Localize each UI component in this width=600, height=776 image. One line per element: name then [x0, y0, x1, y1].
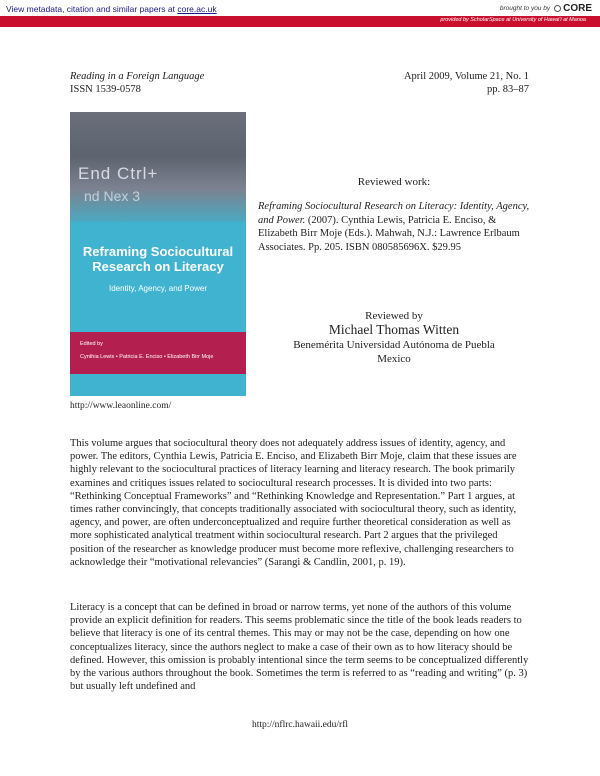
cover-editors: Cynthia Lewis • Patricia E. Enciso • Elizabeth Birr Moje	[80, 354, 214, 360]
core-banner	[0, 0, 600, 30]
issue-info: April 2009, Volume 21, No. 1	[403, 71, 529, 82]
reviewed-work-citation	[258, 200, 530, 254]
reviewer-block	[258, 310, 530, 366]
work-details: (2007). Cynthia Lewis, Patricia E. Enciso, & Elizabeth Birr Moje (Eds.). Mahwah, N.J.: Lawrence Erlbaum Associates. Pp. 205. ISBN 080585696X. $29.95	[258, 214, 520, 253]
page-range: pp. 83–87	[487, 84, 529, 95]
cover-editors-band	[70, 332, 246, 374]
brought-by-text: brought to you by	[499, 5, 551, 12]
journal-header	[70, 70, 204, 96]
book-cover-image	[70, 112, 246, 396]
work-title: Reframing Sociocultural Research on Literacy: Identity, Agency, and Power.	[258, 201, 530, 226]
footer-url[interactable]: http://nflrc.hawaii.edu/rfl	[251, 720, 349, 730]
reviewer-affiliation: Benemérita Universidad Autónoma de Puebla	[293, 339, 495, 351]
journal-issn: ISSN 1539-0578	[70, 84, 141, 95]
cover-edited-by: Edited by	[80, 341, 103, 347]
core-provided-bar	[0, 16, 600, 27]
cover-title: Reframing Sociocultural Research on Literacy	[82, 244, 234, 274]
body-paragraph-1: This volume argues that sociocultural theory does not adequately address issues of identity, agency, and power. The editors, Cynthia Lewis, Patricia E. Enciso, and Elizabeth Birr Moje, claim that these issues are highly relevant to the sociocultural practices of literacy learning and literacy research. The book primarily examines and critiques issues related to sociocultural research processes. It is divided into two parts: “Rethinking Conceptual Frameworks” and “Rethinking Knowledge and Representation.” Part 1 argues, at times rather convincingly, that concepts traditionally associated with sociocultural theory, such as identity, agency, and power, are often underconceptualized and require further theoretical consideration as well as more sophisticated analytical treatment within sociocultural research. Part 2 argues that the privileged position of the researcher as knowledge producer must become more reflexive, challenging researchers to acknowledge their “motivational relevancies” (Sarangi & Candlin, 2001, p. 19).	[70, 438, 517, 568]
provided-by-text[interactable]: provided by ScholarSpace at University of Hawai'i at Manoa	[440, 17, 586, 23]
reviewer-country: Mexico	[377, 353, 411, 365]
core-brought-by	[500, 3, 592, 14]
core-link-text: View metadata, citation and similar papers at	[6, 4, 175, 14]
issue-header	[404, 70, 529, 96]
cover-photo-key-line1: End Ctrl+	[78, 164, 159, 183]
cover-photo-key-line2: nd Nex 3	[84, 188, 141, 204]
core-logo-icon	[554, 5, 561, 12]
reviewed-work-label: Reviewed work:	[357, 176, 431, 188]
cover-subtitle: Identity, Agency, and Power	[109, 284, 207, 293]
cover-keyboard-photo	[70, 112, 246, 222]
journal-title: Reading in a Foreign Language	[70, 71, 205, 82]
core-logo[interactable]	[554, 3, 592, 14]
reviewed-by-label: Reviewed by	[365, 310, 423, 322]
publisher-url[interactable]: http://www.leaonline.com/	[70, 401, 172, 411]
body-paragraph-2: Literacy is a concept that can be defined in broad or narrow terms, yet none of the authors of this volume provide an explicit definition for readers. This seems problematic since the title of the book leads readers to believe that literacy is one of its central themes. This may or may not be the case, depending on how one conceptualizes literacy, since the authors neglect to make a case of their own as to how literacy should be defined. However, this omission is probably intentional since the term seems to be conceptualized differently by the various authors throughout the book. Sometimes the term is referred to as “reading and writing” (p. 3) but usually left undefined and	[70, 602, 529, 693]
core-ac-uk-link[interactable]: core.ac.uk	[177, 4, 217, 14]
core-metadata-link[interactable]	[6, 4, 217, 14]
core-logo-text: CORE	[563, 3, 592, 14]
reviewer-name: Michael Thomas Witten	[328, 322, 460, 337]
